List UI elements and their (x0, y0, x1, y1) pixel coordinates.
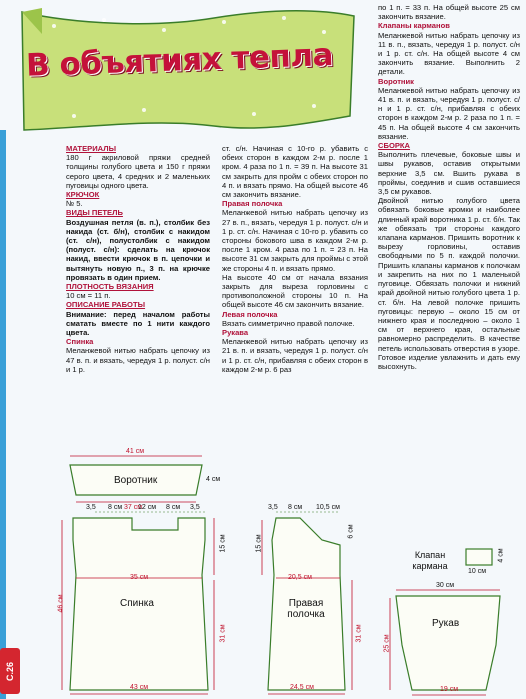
back-height-dim: 46 см (57, 594, 65, 613)
right-front-heading: Правая полочка (222, 199, 283, 209)
left-front-heading: Левая полочка (222, 309, 278, 319)
sleeves-text: Меланжевой нитью набрать цепочку из 21 в. п. и вязать, чередуя 1 р. полуст. с/н и 1 р. ст. с/н, прибавляя с обеих сторон в каждом 2-м р. 6 раз (222, 337, 368, 374)
back-text-cont: ст. с/н. Начиная с 10-го р. убавить с обеих сторон в каждом 2-м р. после 1 кром. 4 раза по 1 п. = 39 п. На высоте 31 см закрыть для пройм с обеих сторон по 4 п. и вязать прямо. На общей высоте 46 см закончить вязание. (222, 144, 368, 200)
density-text: 10 см = 11 п. (66, 291, 111, 301)
assembly-text: Выполнить плечевые, боковые швы и швы рукавов, оставив открытыми верхние 3,5 см. Вшить рукава в проймы, соединив и сшив оставшиеся 3,5 см рукавов. (378, 150, 520, 197)
back-bottom-dim: 43 см (130, 684, 149, 691)
back-armhole-dim: 15 см (219, 534, 227, 553)
right-front-text: Меланжевой нитью набрать цепочку из 27 в. п., вязать, чередуя 1 р. полуст. с/н и 1 р. ст. с/н. Начиная с 10-го р. убавить со стороны бокового шва в каждом 2-м р. после 1 кром. 4 раза по 1 п. = 23 п. На высоте 31 см закрыть для проймы с этой же стороны 4 п. и вязать прямо. (222, 208, 368, 273)
pocket-flaps-text: Меланжевой нитью набрать цепочку из 11 в. п., вязать, чередуя 1 р. полуст. с/н и 1 р. ст. с/н. На общей высоте 4 см закончить вязание. Выполнить 2 детали. (378, 30, 520, 77)
front-bottom-dim: 24,5 см (290, 684, 314, 691)
back-dim-3: 12 см (138, 504, 157, 511)
left-front-text: Вязать симметрично правой полочке. (222, 318, 355, 328)
loops-heading: ВИДЫ ПЕТЕЛЬ (66, 208, 123, 218)
collar-top-dim: 41 см (126, 448, 145, 455)
materials-heading: МАТЕРИАЛЫ (66, 144, 116, 153)
front-top-right-dim: 6 см (347, 524, 355, 539)
back-heading: Спинка (66, 337, 94, 347)
collar-label: Воротник (114, 475, 158, 486)
assembly-text-2: Двойной нитью голубого цвета обвязать боковые кромки и наиболее длинный край воротника 1 р. ст. б/н. Так же обвязать три стороны каждого клапана карманов. Пришить воротник к вырезу горловины, оставив свободными по 5 п. каждой полочки. Пришить клапаны карманов к полочкам и закрепить на них по 1 маленькой пуговице. Обвязать полочки и нижний край двойной нитью голубого цвета 1 р. ст. б/н. На левой полочке пришить пуговицы: первую – около 15 см от нижнего края и последнюю – около 1 см от верхнего края, остальные равномерно распределить. В качестве петель использовать отверстия в узоре. Готовое изделие увлажнить и дать ему высохнуть. (378, 196, 520, 371)
page-number: С.26 (0, 648, 20, 694)
back-dim-2: 8 см (108, 504, 123, 511)
pocket-flap-shape (466, 549, 492, 565)
materials-text: 180 г акриловой пряжи средней толщины голубого цвета и 150 г пряжи серого цвета, 4 средних и 2 маленьких пуговицы одного цвета. (66, 153, 210, 190)
pocket-width-dim: 10 см (468, 568, 487, 575)
collar-heading: Воротник (378, 76, 414, 86)
front-dim-1: 3,5 (268, 504, 278, 511)
loops-text: Воздушная петля (в. п.), столбик без накида (ст. б/н), столбик с накидом (ст. с/н), полустолбик с накидом (полуст. с/н): сделать на крючок накид, ввести крючок в п. цепочки и вытянуть новую п., 3 п. на крючке провязать в один прием. (66, 217, 210, 282)
sleeves-text-cont: по 1 п. = 33 п. На общей высоте 25 см закончить вязание. (378, 3, 520, 22)
front-mid-dim: 20,5 см (288, 574, 312, 581)
hook-heading: КРЮЧОК (66, 190, 100, 200)
right-front-text-2: На высоте 40 см от начала вязания закрыть для выреза горловины с противоположной стороны 10 п. На общей высоте 46 см закончить вязание. (222, 272, 368, 310)
pocket-flaps-heading: Клапаны карманов (378, 21, 450, 31)
front-dim-3: 10,5 см (316, 504, 340, 511)
pocket-height-dim: 4 см (497, 548, 505, 563)
hook-text: № 5. (66, 199, 83, 209)
assembly-heading: СБОРКА (378, 141, 411, 151)
front-side-dim: 31 см (355, 624, 363, 643)
collar-side-dim: 4 см (206, 476, 221, 483)
right-front-label: Правая полочка (287, 598, 325, 620)
back-mid-dim: 35 см (130, 574, 149, 581)
sleeve-top-dim: 30 см (436, 582, 455, 589)
sleeve-height-dim: 25 см (383, 634, 391, 653)
front-dim-2: 8 см (288, 504, 303, 511)
sleeve-shape (396, 596, 500, 690)
back-text: Меланжевой нитью набрать цепочку из 47 в. п. и вязать, чередуя 1 р. полуст. с/н и 1 р. (66, 346, 210, 374)
page-title: В объятиях тепла (25, 37, 334, 84)
back-dim-4: 8 см (166, 504, 181, 511)
density-heading: ПЛОТНОСТЬ ВЯЗАНИЯ (66, 282, 154, 292)
work-text: Внимание: перед началом работы сматать вместе по 1 нити каждого цвета. (66, 309, 210, 338)
front-neck-dim: 15 см (255, 534, 263, 553)
work-heading: ОПИСАНИЕ РАБОТЫ (66, 300, 146, 310)
back-label: Спинка (120, 598, 154, 609)
back-dim-1: 3,5 (86, 504, 96, 511)
sleeves-heading: Рукава (222, 328, 249, 338)
collar-bottom-dim: 37 см (124, 504, 143, 511)
back-dim-5: 3,5 (190, 504, 200, 511)
collar-text: Меланжевой нитью набрать цепочку из 41 в. п. и вязать, чередуя 1 р. полуст. с/н и 1 р. ст. с/н, прибавляя с обеих сторон в каждом 2-м р. 2 раза по 1 п. = 45 п. На общей высоте 4 см закончить вязание. (378, 85, 520, 141)
pocket-flap-label: Клапан кармана (412, 550, 448, 571)
sleeve-bottom-dim: 19 см (440, 686, 459, 693)
back-side-dim: 31 см (219, 624, 227, 643)
sleeve-label: Рукав (432, 618, 460, 629)
